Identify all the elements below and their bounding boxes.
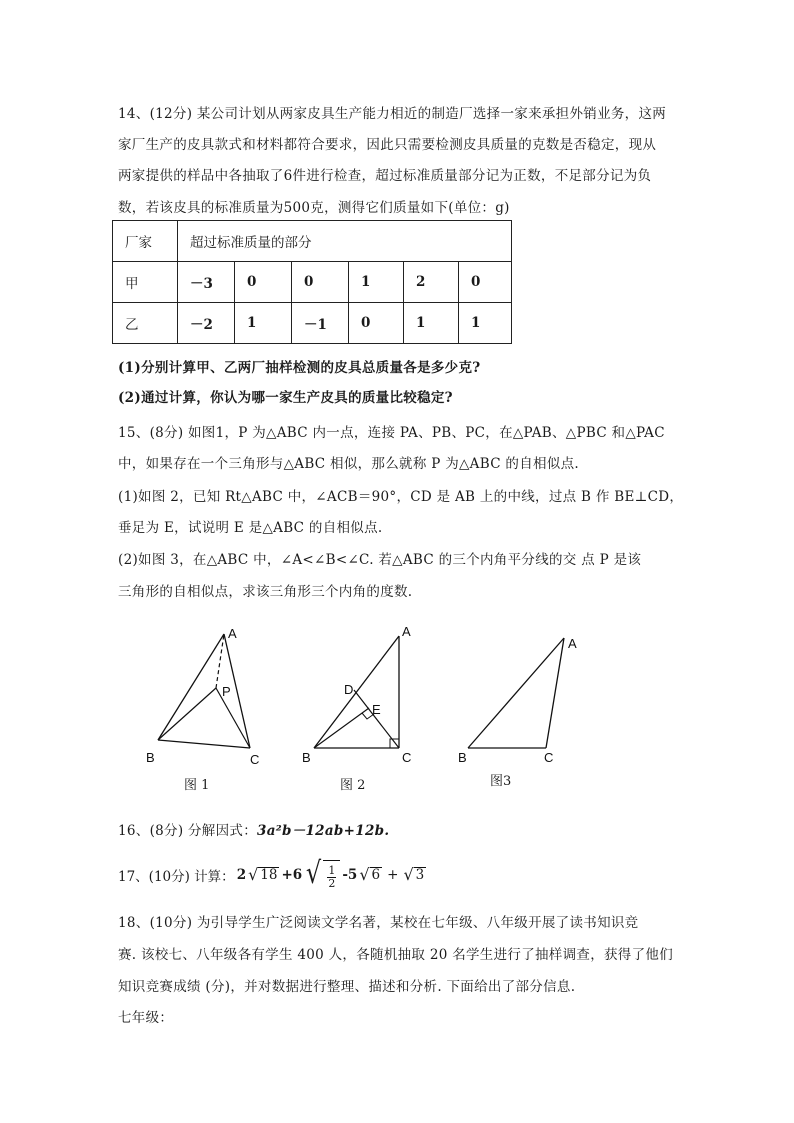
table-cell: －2 xyxy=(178,303,235,344)
fig3-label-a: A xyxy=(568,636,577,651)
q17-radicand-3: 3 xyxy=(415,866,425,883)
q14-line-2: 家厂生产的皮具款式和材料都符合要求，因此只需要检测皮具质量的克数是否稳定，现从 xyxy=(118,137,657,153)
q14-sub-1: (1)分别计算甲、乙两厂抽样检测的皮具总质量各是多少克? xyxy=(118,360,481,376)
figure-1 xyxy=(140,620,280,770)
fig2-label-a: A xyxy=(402,624,411,639)
row-label: 乙 xyxy=(113,303,178,344)
q18-line-2: 赛. 该校七、八年级各有学生 400 人，各随机抽取 20 名学生进行了抽样调查，获得了他们 xyxy=(118,947,673,963)
q17-radicand-18: 18 xyxy=(260,866,278,883)
q15-line-2: 中，如果存在一个三角形与△ABC 相似，那么就称 P 为△ABC 的自相似点. xyxy=(118,456,580,472)
q17-term3-op: -5 xyxy=(342,867,358,884)
q17-numerator: 1 xyxy=(328,864,336,877)
q17-term2-op: +6 xyxy=(281,867,303,884)
q17-prefix: 17、(10分) 计算： xyxy=(118,869,235,886)
q16-line xyxy=(118,819,389,839)
table-cell: 1 xyxy=(404,303,459,344)
fig1-segment-pa xyxy=(216,634,224,688)
fig1-label-c: C xyxy=(250,752,260,767)
fig3-label-c: C xyxy=(544,750,554,765)
fig2-label-e: E xyxy=(372,702,381,717)
q17-term1-coef: 2 xyxy=(236,867,247,884)
table-cell: 1 xyxy=(459,303,512,344)
q15-line-5: (2)如图 3，在△ABC 中，∠A<∠B<∠C. 若△ABC 的三个内角平分线的交 点 P 是该 xyxy=(118,552,642,568)
table-header-factory: 厂家 xyxy=(113,221,178,262)
q18-line-4: 七年级： xyxy=(118,1010,174,1026)
fig3-side-ab xyxy=(468,638,564,748)
q17-sqrt-18: √ 18 xyxy=(248,865,278,885)
q17-fraction xyxy=(325,865,338,890)
fig1-segment-pb xyxy=(158,688,216,740)
q17-radicand-6: 6 xyxy=(371,866,381,883)
table-cell: 0 xyxy=(292,262,349,303)
q14-line-4: 数，若该皮具的标准质量为500克，测得它们质量如下(单位：g) xyxy=(118,200,510,216)
fig2-label-b: B xyxy=(302,750,311,765)
fig1-label-p: P xyxy=(222,684,231,699)
fig2-perpendicular-be xyxy=(314,708,369,748)
q15-line-3: (1)如图 2，已知 Rt△ABC 中，∠ACB＝90°，CD 是 AB 上的中线，过点 B 作 BE⊥CD， xyxy=(118,489,684,505)
q15-line-4: 垂足为 E，试说明 E 是△ABC 的自相似点. xyxy=(118,520,383,536)
row-label: 甲 xyxy=(113,262,178,303)
q14-line-1: 14、(12分) 某公司计划从两家皮具生产能力相近的制造厂选择一家来承担外销业务，这两 xyxy=(118,106,667,122)
fig1-label-b: B xyxy=(146,750,155,765)
q17-sqrt-half: √ $\frac{1}{2}$ xyxy=(304,860,340,890)
figure-3-caption: 图3 xyxy=(490,774,512,789)
table-header-excess: 超过标准质量的部分 xyxy=(178,221,512,262)
fig2-label-c: C xyxy=(402,750,412,765)
fig3-side-ac xyxy=(546,638,564,748)
table-cell: 1 xyxy=(235,303,292,344)
q15-line-1: 15、(8分) 如图1，P 为△ABC 内一点，连接 PA、PB、PC，在△PAB、△PBC 和△PAC xyxy=(118,425,665,441)
table-cell: 0 xyxy=(349,303,404,344)
figure-3 xyxy=(450,620,600,770)
fig1-label-a: A xyxy=(228,626,237,641)
q14-line-3: 两家提供的样品中各抽取了6件进行检查，超过标准质量部分记为正数，不足部分记为负 xyxy=(118,168,652,184)
table-cell: 1 xyxy=(349,262,404,303)
table-cell: 2 xyxy=(404,262,459,303)
fig1-side-ab xyxy=(158,634,224,740)
figure-2-caption: 图 2 xyxy=(340,778,366,793)
fig3-label-b: B xyxy=(458,750,467,765)
fig2-label-d: D xyxy=(344,682,354,697)
figure-2 xyxy=(296,620,426,770)
q17-term4-op: + xyxy=(387,867,399,884)
table-row xyxy=(113,303,512,344)
q17-sqrt-6: √ 6 xyxy=(359,865,381,885)
table-row xyxy=(113,262,512,303)
q17-line xyxy=(118,856,426,891)
q16-prefix: 16、(8分) 分解因式： xyxy=(118,823,257,839)
table-cell: －3 xyxy=(178,262,235,303)
q15-line-6: 三角形的自相似点，求该三角形三个内角的度数. xyxy=(118,584,413,600)
quality-table xyxy=(112,220,512,344)
table-cell: －1 xyxy=(292,303,349,344)
q17-denominator: 2 xyxy=(328,877,336,891)
table-header-row xyxy=(113,221,512,262)
q14-sub-2: (2)通过计算，你认为哪一家生产皮具的质量比较稳定? xyxy=(118,390,453,406)
q17-sqrt-3: √ 3 xyxy=(403,865,425,885)
q16-expression: 3a²b－12ab+12b. xyxy=(257,823,390,839)
table-cell: 0 xyxy=(235,262,292,303)
q18-line-1: 18、(10分) 为引导学生广泛阅读文学名著，某校在七年级、八年级开展了读书知识竞 xyxy=(118,915,639,931)
q18-line-3: 知识竞赛成绩 (分)，并对数据进行整理、描述和分析. 下面给出了部分信息. xyxy=(118,979,576,995)
table-cell: 0 xyxy=(459,262,512,303)
fig1-side-bc xyxy=(158,740,250,748)
figure-1-caption: 图 1 xyxy=(184,778,210,793)
